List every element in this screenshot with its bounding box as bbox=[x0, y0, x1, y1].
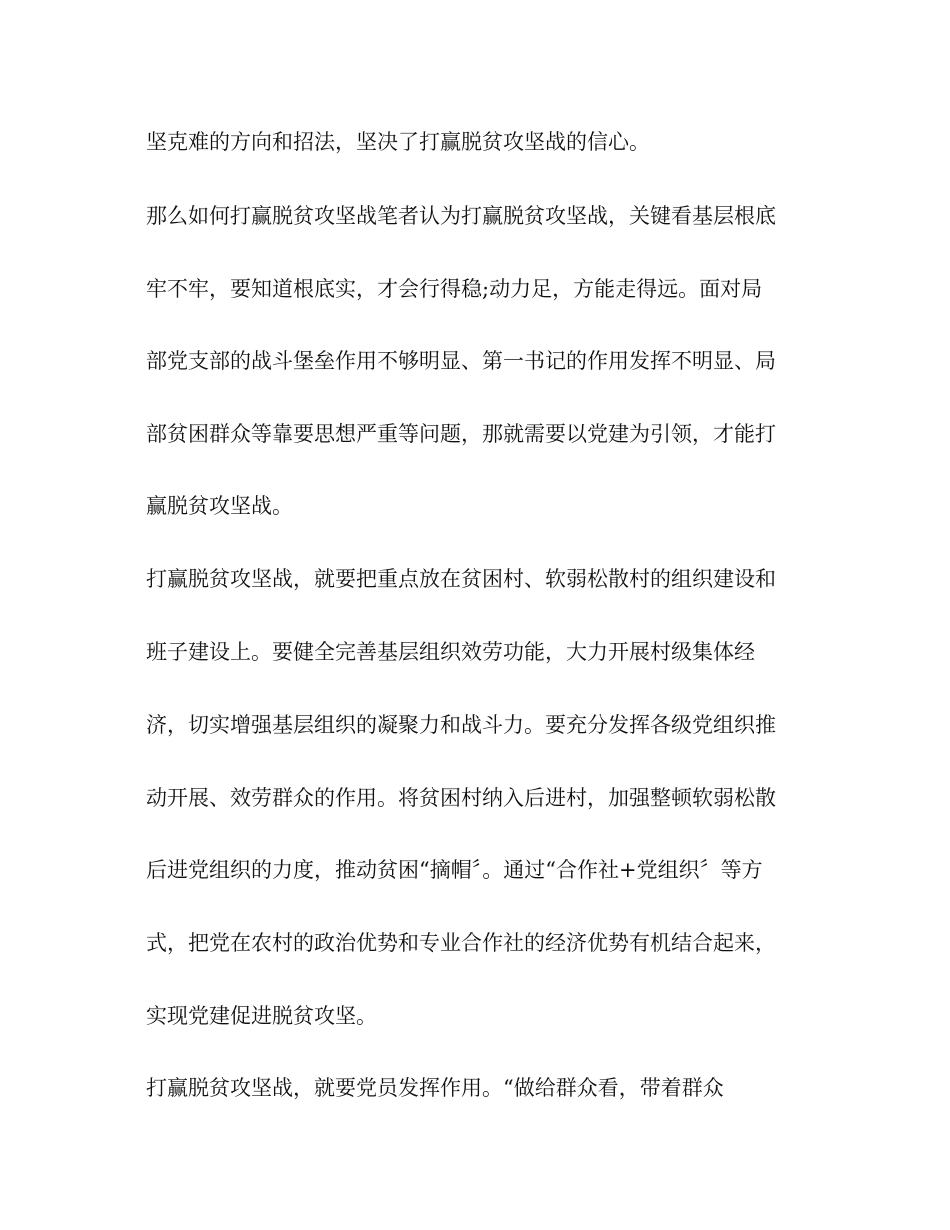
text-line: 打赢脱贫攻坚战，就要党员发挥作用。“做给群众看，带着群众 bbox=[146, 1076, 724, 1100]
text-line: 济，切实增强基层组织的凝聚力和战斗力。要充分发挥各级党组织推 bbox=[146, 713, 776, 737]
text-line: 牢不牢，要知道根底实，才会行得稳;动力足，方能走得远。面对局 bbox=[146, 277, 763, 301]
text-line: 打赢脱贫攻坚战，就要把重点放在贫困村、软弱松散村的组织建设和 bbox=[146, 567, 776, 591]
text-line: 后进党组织的力度，推动贫困“摘帽〞。通过“合作社+党组织〞等方 bbox=[146, 858, 763, 882]
text-line: 班子建设上。要健全完善基层组织效劳功能，大力开展村级集体经 bbox=[146, 640, 755, 664]
text-line: 部党支部的战斗堡垒作用不够明显、第一书记的作用发挥不明显、局 bbox=[146, 349, 776, 373]
text-line: 那么如何打赢脱贫攻坚战笔者认为打赢脱贫攻坚战，关键看基层根底 bbox=[146, 204, 776, 228]
text-line: 部贫困群众等靠要思想严重等问题，那就需要以党建为引领，才能打 bbox=[146, 422, 776, 446]
text-line: 动开展、效劳群众的作用。将贫困村纳入后进村，加强整顿软弱松散 bbox=[146, 786, 776, 810]
text-line: 坚克难的方向和招法，坚决了打赢脱贫攻坚战的信心。 bbox=[146, 130, 650, 154]
text-line: 式，把党在农村的政治优势和专业合作社的经济优势有机结合起来， bbox=[146, 931, 776, 955]
text-line: 赢脱贫攻坚战。 bbox=[146, 494, 293, 518]
text-line: 实现党建促进脱贫攻坚。 bbox=[146, 1004, 377, 1028]
